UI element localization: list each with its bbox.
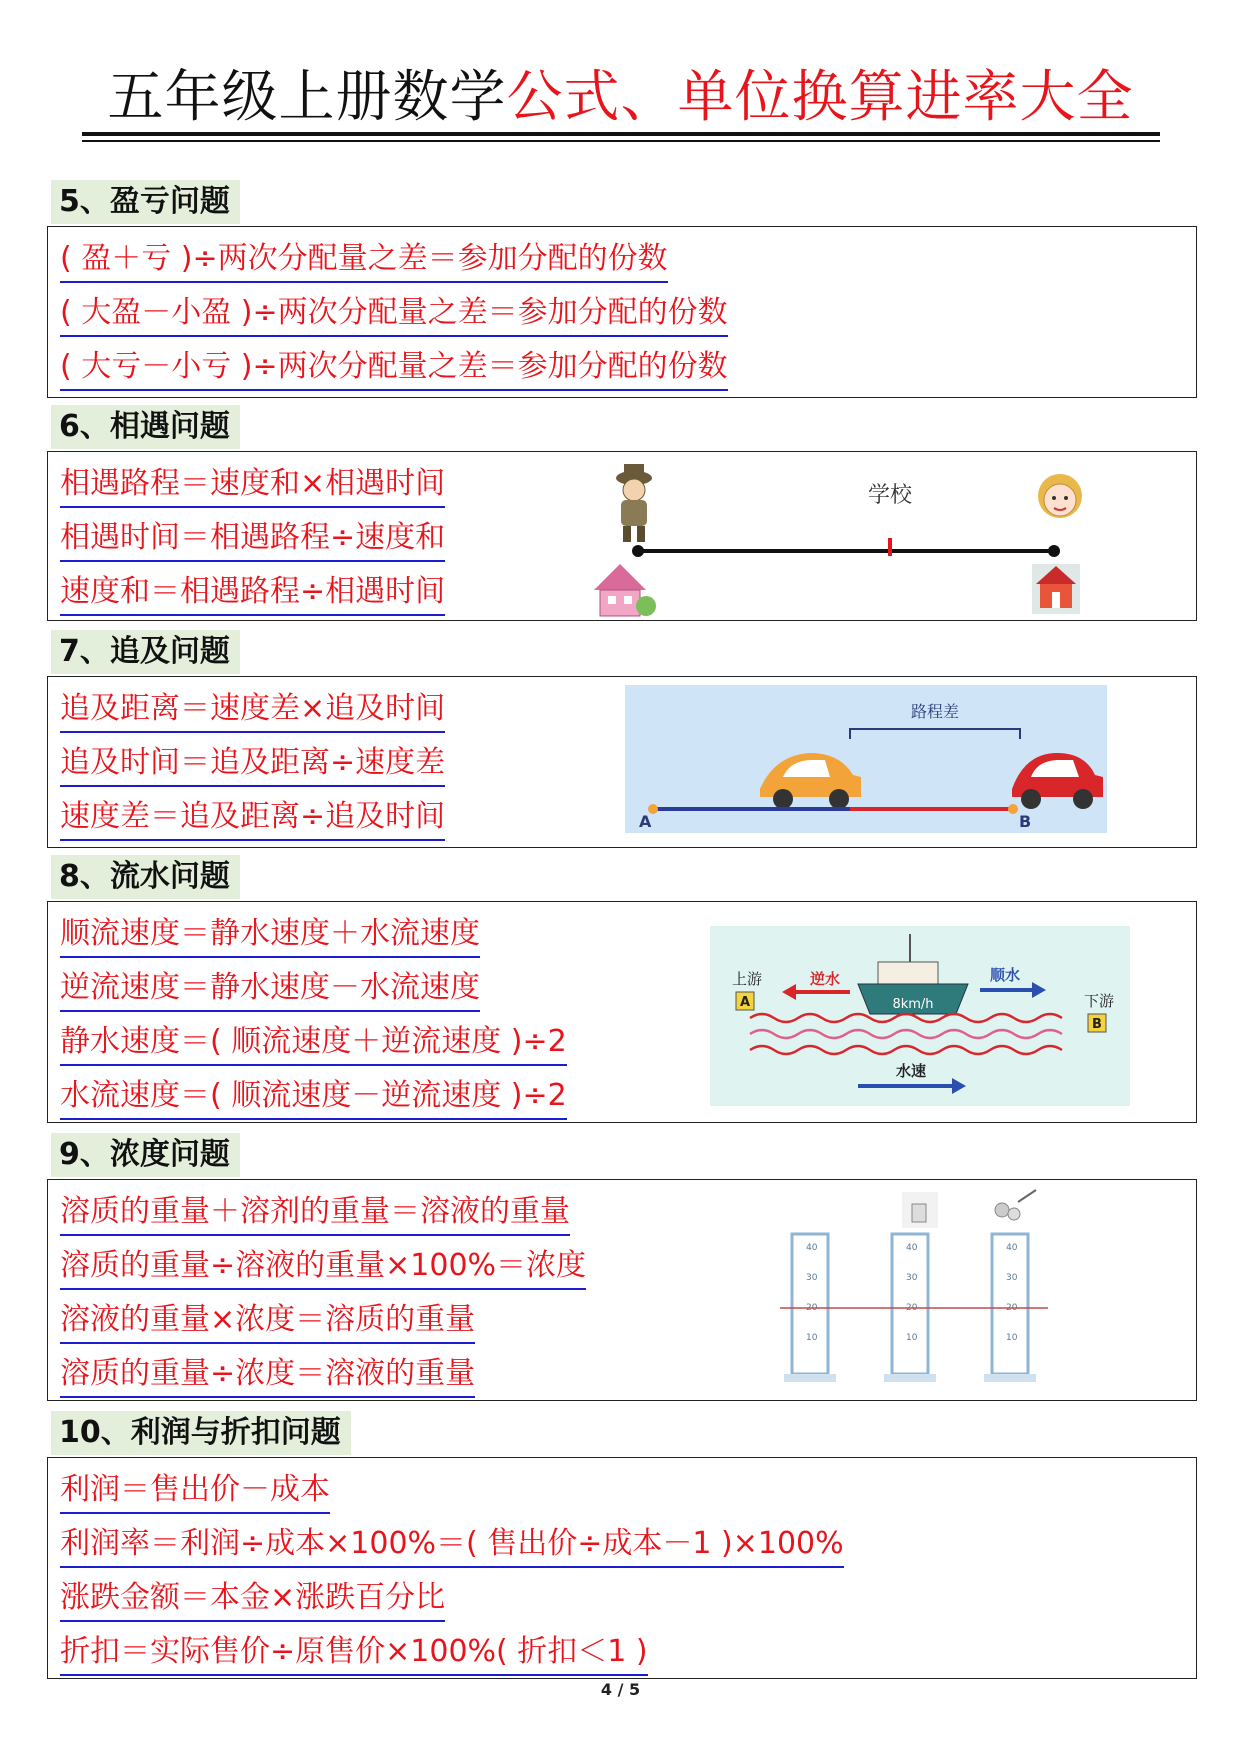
title-part-2: 公式、单位换算进率大全 [506, 65, 1134, 130]
formula-line: 追及时间＝追及距离÷速度差 [60, 743, 445, 787]
start-point [632, 545, 644, 557]
concentration-diagram [780, 1188, 1060, 1388]
page-number: 4 / 5 [600, 1680, 641, 1699]
formula-line: 涨跌金额＝本金×涨跌百分比 [60, 1578, 445, 1622]
formula-line: 利润率＝利润÷成本×100%＝( 售出价÷成本－1 )×100% [60, 1524, 844, 1568]
formula-line: 相遇时间＝相遇路程÷速度和 [60, 518, 445, 562]
girl-figure-icon [1038, 474, 1082, 518]
tick-label: 40 [1006, 1243, 1018, 1253]
formula-line: 顺流速度＝静水速度＋水流速度 [60, 914, 480, 958]
end-point [1048, 545, 1060, 557]
point-a-label: A [740, 995, 751, 1010]
stream-diagram [710, 926, 1130, 1106]
formula-line: 速度差＝追及距离÷追及时间 [60, 797, 445, 841]
title-underline-thin [82, 140, 1160, 142]
red-house-icon [1032, 564, 1080, 614]
formula-line: ( 盈＋亏 )÷两次分配量之差＝参加分配的份数 [60, 239, 668, 283]
label-b: B [1019, 812, 1032, 831]
boy-figure-icon [616, 464, 652, 542]
label-a: A [639, 812, 652, 831]
formula-line: 折扣＝实际售价÷原售价×100%( 折扣＜1 ) [60, 1632, 648, 1676]
school-label: 学校 [867, 483, 913, 508]
against-label: 逆水 [810, 970, 841, 988]
with-label: 顺水 [990, 966, 1021, 984]
title-part-1: 五年级上册数学 [107, 65, 507, 130]
tick-label: 20 [906, 1303, 918, 1313]
formula-line: 静水速度＝( 顺流速度＋逆流速度 )÷2 [60, 1022, 567, 1066]
meeting-diagram [590, 456, 1110, 618]
formula-line: 追及距离＝速度差×追及时间 [60, 689, 445, 733]
tick-label: 40 [906, 1243, 918, 1253]
formula-line: 溶液的重量×浓度＝溶质的重量 [60, 1300, 475, 1344]
powder-icon [995, 1190, 1036, 1220]
formula-line: 溶质的重量＋溶剂的重量＝溶液的重量 [60, 1192, 570, 1236]
formula-line: 溶质的重量÷溶液的重量×100%＝浓度 [60, 1246, 586, 1290]
formula-line: 利润＝售出价－成本 [60, 1470, 330, 1514]
formula-line: 相遇路程＝速度和×相遇时间 [60, 464, 445, 508]
gap-label: 路程差 [910, 702, 960, 721]
downstream-label: 下游 [1084, 992, 1115, 1010]
upstream-label: 上游 [732, 970, 763, 988]
section-heading-10: 10、利润与折扣问题 [51, 1411, 351, 1455]
pink-house-icon [594, 564, 656, 616]
tick-label: 10 [906, 1333, 918, 1343]
chase-diagram [625, 685, 1107, 833]
section-heading-8: 8、流水问题 [51, 855, 240, 899]
formula-line: ( 大盈－小盈 )÷两次分配量之差＝参加分配的份数 [60, 293, 728, 337]
page-title [0, 58, 1241, 138]
tick-label: 20 [1006, 1303, 1018, 1313]
formula-line: ( 大亏－小亏 )÷两次分配量之差＝参加分配的份数 [60, 347, 728, 391]
section-heading-7: 7、追及问题 [51, 630, 240, 674]
point-b [1008, 804, 1018, 814]
tick-label: 30 [806, 1273, 818, 1283]
formula-line: 速度和＝相遇路程÷相遇时间 [60, 572, 445, 616]
section-heading-9: 9、浓度问题 [51, 1133, 240, 1177]
tick-label: 10 [1006, 1333, 1018, 1343]
title-underline-thick [82, 132, 1160, 136]
section-heading-5: 5、盈亏问题 [51, 180, 240, 224]
formula-line: 水流速度＝( 顺流速度－逆流速度 )÷2 [60, 1076, 567, 1120]
tick-label: 30 [906, 1273, 918, 1283]
point-b-label: B [1092, 1017, 1102, 1032]
section-box-5 [47, 226, 1197, 398]
tick-label: 10 [806, 1333, 818, 1343]
speed-label: 8km/h [892, 997, 934, 1012]
section-heading-6: 6、相遇问题 [51, 405, 240, 449]
spray-icon [902, 1192, 938, 1228]
tick-label: 30 [1006, 1273, 1018, 1283]
formula-line: 逆流速度＝静水速度－水流速度 [60, 968, 480, 1012]
tick-label: 20 [806, 1303, 818, 1313]
section-box-10 [47, 1457, 1197, 1679]
formula-line: 溶质的重量÷浓度＝溶液的重量 [60, 1354, 475, 1398]
flow-label: 水速 [896, 1062, 927, 1080]
tick-label: 40 [806, 1243, 818, 1253]
